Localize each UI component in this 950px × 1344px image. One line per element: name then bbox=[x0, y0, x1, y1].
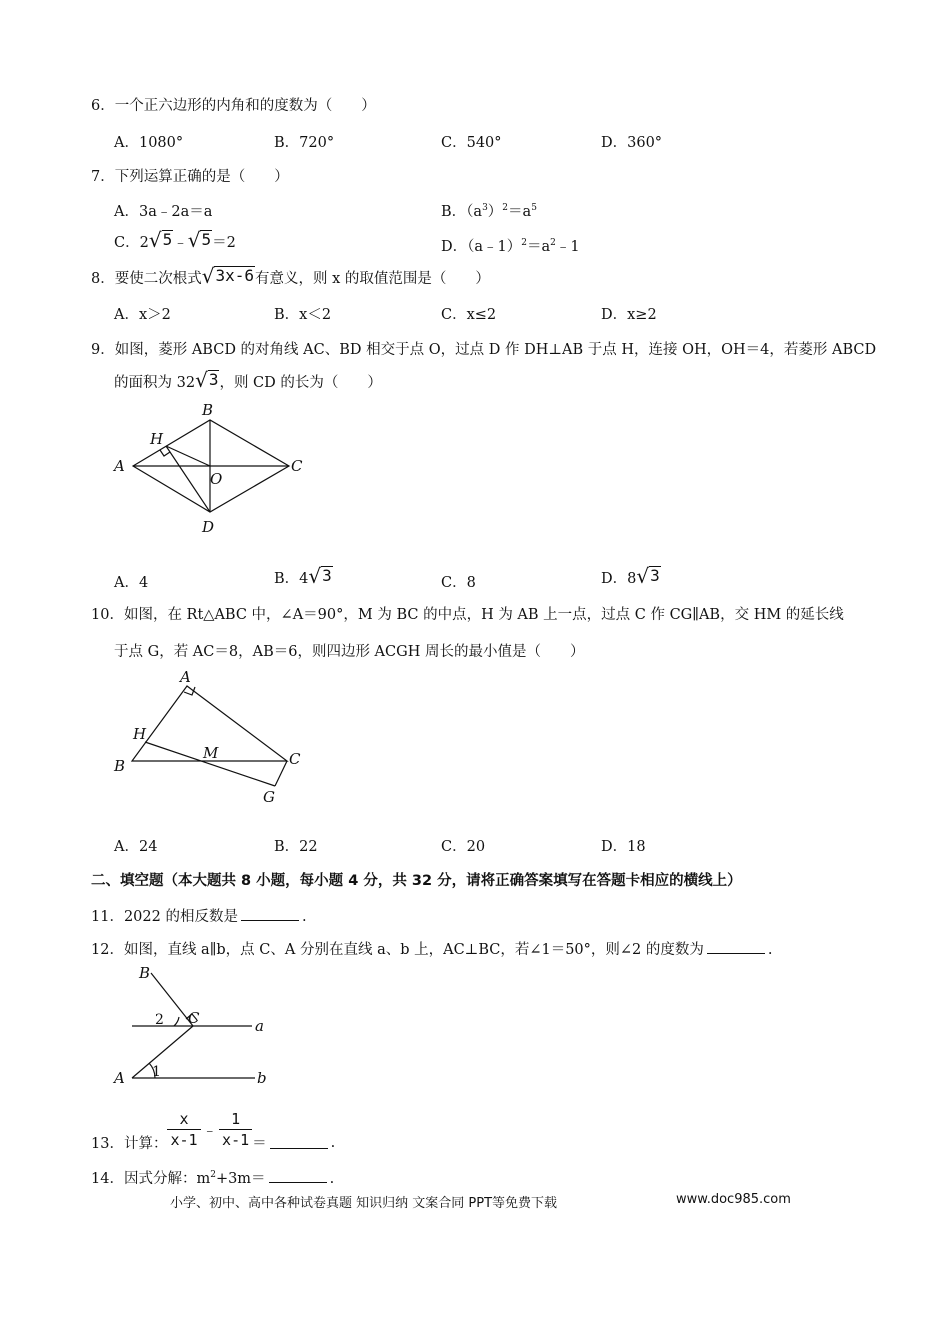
q7-option-d: D．$(a﹣1)^2=a^2﹣1$ bbox=[441, 238, 580, 255]
q10-stem-line2: 于点 G，若 AC＝8，AB＝6，则四边形 ACGH 周长的最小值是（ ） bbox=[114, 644, 585, 660]
parallel-lines-figure bbox=[108, 962, 278, 1092]
rhombus-figure bbox=[110, 400, 320, 540]
q9-option-a: A．4 bbox=[114, 575, 149, 591]
label-b: B bbox=[114, 757, 126, 775]
q8-option-c: C．x≤2 bbox=[441, 307, 497, 323]
answer-blank bbox=[269, 1170, 327, 1183]
q10-option-a: A．24 bbox=[114, 839, 158, 855]
label-o: O bbox=[210, 470, 223, 488]
sqrt-symbol: √ 3x-6 bbox=[201, 264, 255, 288]
footer-text: 小学、初中、高中各种试卷真题 知识归纳 文案合同 PPT等免费下载 bbox=[170, 1196, 558, 1211]
q10-option-d: D．18 bbox=[601, 839, 646, 855]
triangle-figure bbox=[108, 665, 318, 810]
label-line-a: a bbox=[255, 1017, 264, 1035]
label-a: A bbox=[114, 1069, 125, 1087]
q8-option-d: D．x≥2 bbox=[601, 307, 657, 323]
fraction-1: $\frac{x}{x-1}$ bbox=[167, 1110, 200, 1149]
label-angle-2: 2 bbox=[155, 1012, 164, 1028]
sqrt-symbol: √ 5 bbox=[187, 228, 212, 252]
q14: 14．因式分解：$m^2+3m=$ . bbox=[91, 1170, 335, 1187]
footer-url[interactable]: www.doc985.com bbox=[676, 1192, 791, 1207]
q7-option-b: B．$(a^3)^2=a^5$ bbox=[441, 203, 537, 220]
q10-option-b: B．22 bbox=[274, 839, 318, 855]
q8-option-b: B．x＜2 bbox=[274, 307, 332, 323]
label-c: C bbox=[291, 457, 303, 475]
segment-cg bbox=[275, 761, 287, 786]
label-b: B bbox=[139, 964, 151, 982]
answer-blank bbox=[241, 908, 299, 921]
label-h: H bbox=[133, 725, 147, 743]
label-d: D bbox=[202, 518, 215, 536]
fraction-2: $\frac{1}{x-1}$ bbox=[219, 1110, 252, 1149]
q7-stem: 7．下列运算正确的是（ ） bbox=[91, 169, 289, 185]
label-c: C bbox=[289, 750, 301, 768]
q6-option-d: D．360° bbox=[601, 135, 663, 151]
q9-option-c: C．8 bbox=[441, 575, 476, 591]
q7-option-a: A．3a﹣2a＝a bbox=[114, 204, 213, 220]
q6-option-a: A．1080° bbox=[114, 135, 184, 151]
label-angle-1: 1 bbox=[152, 1064, 161, 1080]
q7-option-c: C．2 √ 5 ﹣ √ 5 ＝2 bbox=[114, 228, 236, 252]
label-c: C bbox=[188, 1009, 200, 1027]
label-m: M bbox=[203, 744, 219, 762]
q9-stem-line1: 9．如图，菱形 ABCD 的对角线 AC、BD 相交于点 O，过点 D 作 DH⊥AB 于点 H，连接 OH，OH＝4，若菱形 ABCD bbox=[91, 342, 877, 358]
q6-option-b: B．720° bbox=[274, 135, 335, 151]
label-line-b: b bbox=[257, 1069, 267, 1087]
q10-option-c: C．20 bbox=[441, 839, 486, 855]
q8-stem: 8．要使二次根式 √ 3x-6 有意义，则 x 的取值范围是（ ） bbox=[91, 264, 490, 288]
sqrt-symbol: √ 3 bbox=[308, 564, 332, 588]
answer-blank bbox=[707, 941, 765, 954]
q13: 13．计算： $\frac{x}{x-1}$ ﹣ $\frac{1}{x-1}$ ＝ . bbox=[91, 1110, 336, 1152]
q11: 11．2022 的相反数是 . bbox=[91, 909, 307, 925]
segment-ac bbox=[132, 1026, 193, 1078]
q9-option-b: B．4 √ 3 bbox=[274, 564, 332, 588]
section-heading: 二、填空题（本大题共 8 小题，每小题 4 分，共 32 分，请将正确答案填写在答题卡相应的横线上） bbox=[91, 873, 742, 889]
q10-stem-line1: 10．如图，在 Rt△ABC 中，∠A＝90°，M 为 BC 的中点，H 为 AB 上一点，过点 C 作 CG∥AB，交 HM 的延长线 bbox=[91, 607, 844, 623]
label-a: A bbox=[180, 668, 191, 686]
q9-option-d: D．8 √ 3 bbox=[601, 564, 660, 588]
q12: 12．如图，直线 a∥b，点 C、A 分别在直线 a、b 上，AC⊥BC，若∠1＝50°，则∠2 的度数为 . bbox=[91, 942, 773, 958]
sqrt-symbol: √ 5 bbox=[148, 228, 173, 252]
label-h: H bbox=[150, 430, 164, 448]
right-angle-mark bbox=[160, 450, 170, 456]
q9-stem-line2: 的面积为 32 √ 3 ，则 CD 的长为（ ） bbox=[114, 368, 382, 392]
answer-blank bbox=[270, 1136, 328, 1149]
label-g: G bbox=[263, 788, 275, 806]
angle-2-arc bbox=[174, 1017, 179, 1026]
label-a: A bbox=[114, 457, 125, 475]
q8-option-a: A．x＞2 bbox=[114, 307, 171, 323]
q6-stem: 6．一个正六边形的内角和的度数为（ ） bbox=[91, 98, 376, 114]
sqrt-symbol: √ 3 bbox=[636, 564, 660, 588]
label-b: B bbox=[202, 401, 214, 419]
sqrt-symbol: √ 3 bbox=[195, 368, 219, 392]
q6-option-c: C．540° bbox=[441, 135, 502, 151]
